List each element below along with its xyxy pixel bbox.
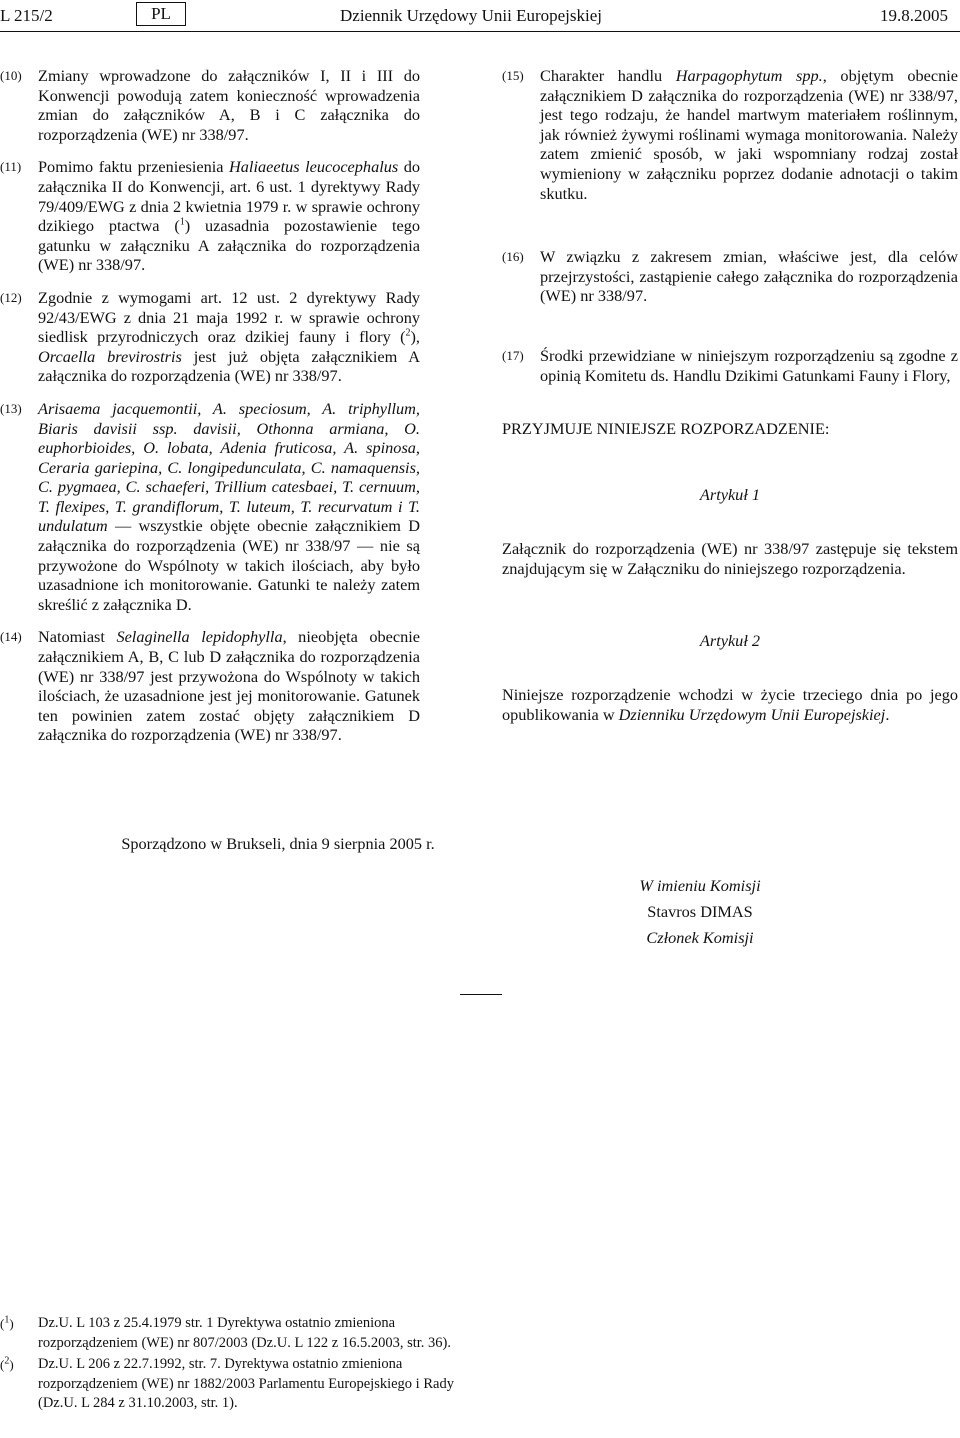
recital-number: (15): [502, 68, 524, 83]
recital-15: [502, 66, 958, 203]
recital-number: (14): [0, 629, 22, 645]
footnote-2: [0, 1355, 460, 1414]
text-run: , objętym obecnie załącznikiem D załącznika do rozporządzenia (WE) nr 338/97, jest tego rodzaju, że handel martwym materiałem roślinnym, jak również żywymi roślinami wymaga monitorowania. Należy zatem zmienić sposób, w jaki wspomniany rodzaj został wymieniony w załączniku poprzez dodanie adnotacji o takim skutku.: [540, 66, 959, 203]
text-run: Charakter handlu: [540, 66, 676, 85]
text-run: ) uzasadnia pozostawienie tego gatunku w załączniku A załącznika do rozporządzenia (WE) nr 338/97.: [38, 216, 421, 275]
signatory-role: Członek Komisji: [646, 928, 754, 947]
footnote-text: Dz.U. L 206 z 22.7.1992, str. 7. Dyrektywa ostatnio zmieniona rozporządzeniem (WE) nr 1882/2003 Parlamentu Europejskiego i Rady (Dz.U. L 284 z 31.10.2003, str. 1).: [38, 1356, 454, 1411]
footnote-number: ($^2$): [0, 1355, 14, 1372]
signature-heading: W imieniu Komisji: [639, 876, 761, 895]
done-at: Sporządzono w Brukseli, dnia 9 sierpnia 2005 r.: [121, 834, 435, 853]
species-name: Harpagophytum spp.: [675, 66, 823, 85]
recital-12: [0, 288, 420, 386]
issue-date: 19.8.2005: [880, 6, 948, 25]
signatory-name: Stavros DIMAS: [647, 902, 753, 921]
recital-10: [0, 66, 420, 144]
species-name: Orcaella brevirostris: [38, 346, 182, 366]
text-run: jest już objęta załącznikiem A załącznika do rozporządzenia (WE) nr 338/97.: [38, 346, 420, 386]
running-header: [0, 0, 960, 30]
species-name: Arisaema jacquemontii, A. speciosum, A. triphyllum, Biaris davisii ssp. davisii, Othonna armiana, O. euphorbioides, O. lobata, Adenia fruticosa, A. spinosa, Ceraria gariepina, C. longipedunculata, C. namaquensis, C. pygmaea, C. schaeferi, Trillium catesbaei, T. cernuum, T. flexipes, T. grandiflorum, T. luteum, T. recurvatum i T. undulatum: [38, 398, 420, 536]
footnote-number: ($^1$): [0, 1314, 14, 1331]
journal-name: Dzienniku Urzędowym Unii Europejskiej: [618, 705, 886, 725]
recital-16: [502, 247, 958, 306]
recital-text: Zmiany wprowadzone do załączników I, II i III do Konwencji powodują zatem konieczność wprowadzenia zmian do załączników A, B i C załącznika do rozporządzenia (WE) nr 338/97.: [38, 66, 420, 144]
recital-number: (16): [502, 249, 524, 265]
text-run: ),: [410, 327, 420, 347]
footnote-1: [0, 1314, 460, 1353]
recital-11: [0, 157, 420, 275]
article-2-text: [502, 685, 958, 725]
footnote-marker: 1: [4, 1314, 10, 1326]
species-name: Selaginella lepidophylla: [116, 627, 283, 647]
species-name: Haliaeetus leucocephalus: [229, 157, 399, 177]
text-run: .: [885, 705, 890, 725]
left-column: [0, 66, 420, 758]
recital-text: [38, 157, 420, 275]
recital-number: (17): [502, 347, 524, 363]
recital-text: [38, 288, 420, 386]
text-run: Pomimo faktu przeniesienia: [38, 157, 230, 177]
page-number: L 215/2: [0, 6, 53, 25]
article-2-title: Artykuł 2: [699, 631, 761, 651]
recital-number: (10): [0, 68, 22, 83]
recital-17: [502, 346, 958, 385]
footnote-marker: 2: [4, 1355, 10, 1367]
text-run: Niniejsze rozporządzenie wchodzi w życie trzeciego dnia po jego opublikowania w: [502, 685, 958, 725]
footnotes: [0, 1314, 460, 1416]
recital-number: (11): [0, 159, 22, 175]
footnote-text: Dz.U. L 103 z 25.4.1979 str. 1 Dyrektywa ostatnio zmieniona rozporządzeniem (WE) nr 807/2003 (Dz.U. L 122 z 16.5.2003, str. 36).: [38, 1315, 452, 1351]
text-run: , nieobjęta obecnie załącznikiem A, B, C lub D załącznika do rozporządzenia (WE) nr 338/97 jest przywożona do Wspólnoty w takich ilościach, że uzasadnione jest jej monitorowanie. Gatunek ten powinien zatem zostać objęty załącznikiem D załącznika do rozporządzenia (WE) nr 338/97.: [38, 627, 420, 745]
footnote-ref[interactable]: 2: [405, 327, 411, 339]
right-column: [502, 66, 958, 725]
recital-13: [0, 399, 420, 615]
text-run: Zgodnie z wymogami art. 12 ust. 2 dyrektywy Rady 92/43/EWG z dnia 21 maja 1992 r. w sprawie ochrony siedlisk przyrodniczych oraz dzikiej fauny i flory (: [38, 287, 420, 347]
recital-text: [38, 627, 420, 745]
recital-number: (12): [0, 289, 22, 305]
footnote-ref[interactable]: 1: [179, 216, 185, 228]
recital-text: W związku z zakresem zmian, właściwe jest, dla celów przejrzystości, zastąpienie całego załącznika do rozporządzenia (WE) nr 338/97.: [540, 247, 958, 306]
end-rule: [460, 994, 502, 995]
adoption-formula: PRZYJMUJE NINIEJSZE ROZPORZADZENIE:: [502, 419, 830, 439]
header-rule: [0, 31, 960, 32]
recital-text: [540, 66, 958, 203]
recital-number: (13): [0, 400, 22, 416]
language-badge: PL: [136, 2, 186, 26]
article-1-title: Artykuł 1: [699, 485, 761, 505]
journal-title: Dziennik Urzędowy Unii Europejskiej: [340, 6, 603, 25]
text-run: Natomiast: [38, 627, 117, 647]
recital-text: [38, 399, 420, 615]
recital-text: Środki przewidziane w niniejszym rozporządzeniu są zgodne z opinią Komitetu ds. Handlu Dzikimi Gatunkami Fauny i Flory,: [540, 345, 958, 385]
text-run: — wszystkie objęte obecnie załącznikiem D załącznika do rozporządzenia (WE) nr 338/97 — nie są przywożone do Wspólnoty w takich ilościach, aby było uzasadnione ich monitorowanie. Gatunki te należy zatem skreślić z załącznika D.: [38, 516, 420, 614]
article-1-text: Załącznik do rozporządzenia (WE) nr 338/97 zastępuje się tekstem znajdującym się w Załączniku do niniejszego rozporządzenia.: [502, 539, 958, 579]
recital-14: [0, 627, 420, 745]
text-run: do załącznika II do Konwencji, art. 6 ust. 1 dyrektywy Rady 79/409/EWG z dnia 2 kwietnia 1979 r. w sprawie ochrony dzikiego ptactwa (: [38, 157, 421, 236]
